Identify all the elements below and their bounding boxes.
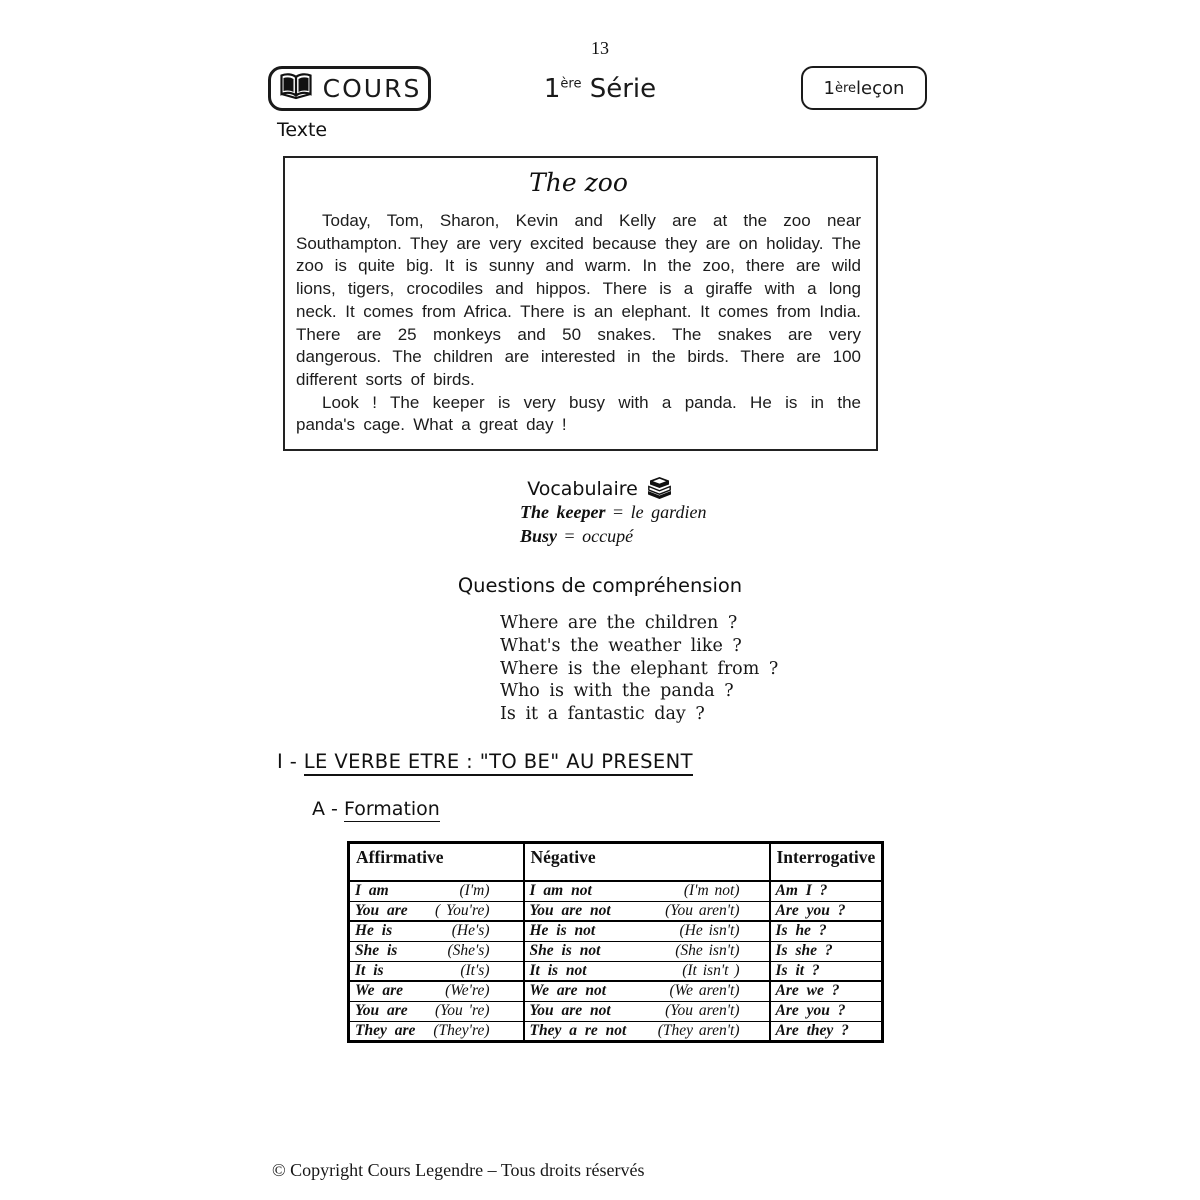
negative-contraction: (You aren't) [665, 1002, 740, 1019]
negative-contraction: (She isn't) [675, 942, 740, 959]
comprehension-questions [500, 612, 778, 726]
page-number: 13 [591, 38, 609, 58]
vocabulary-entries [520, 501, 706, 548]
series-label: Série [581, 74, 657, 104]
texte-label: Texte [277, 119, 328, 141]
table-row [349, 1001, 883, 1021]
interrogative-form: Is it ? [775, 961, 820, 979]
affirmative-form: We are [355, 982, 404, 1000]
affirmative-contraction: (It's) [460, 961, 490, 979]
vocabulary-heading [0, 476, 1200, 501]
series-title [0, 74, 1200, 104]
table-header-row [349, 843, 883, 882]
vocabulary-entry [520, 501, 706, 525]
affirmative-contraction: (You 're) [434, 1002, 490, 1019]
affirmative-form: He is [355, 922, 393, 940]
affirmative-form: I am [355, 882, 389, 900]
table-row [349, 921, 883, 941]
reading-text-box [283, 156, 878, 451]
affirmative-form: They are [355, 1021, 416, 1039]
negative-contraction: (You aren't) [665, 901, 740, 919]
interrogative-form: Are they ? [775, 1021, 849, 1039]
interrogative-form: Am I ? [775, 882, 828, 900]
vocab-term: The keeper [520, 502, 606, 522]
lesson-badge [801, 66, 927, 110]
formation-subheading [312, 798, 440, 820]
vocab-definition: occupé [582, 525, 634, 546]
affirmative-contraction: (I'm) [459, 882, 490, 900]
vocabulary-heading-label: Vocabulaire [527, 478, 638, 500]
series-number: 1 [543, 74, 561, 104]
affirmative-contraction: (They're) [433, 1021, 490, 1039]
negative-form: We are not [529, 982, 607, 1000]
affirmative-contraction: (He's) [451, 922, 490, 940]
negative-form: They a re not [529, 1021, 627, 1039]
reading-title: The zoo [529, 168, 628, 197]
section-numeral: I - [277, 750, 304, 773]
table-row [349, 941, 883, 961]
question-item: Where is the elephant from ? [500, 658, 779, 679]
series-ordinal-suffix: ère [560, 76, 582, 92]
table-row [349, 961, 883, 981]
negative-form: You are not [529, 901, 611, 919]
affirmative-contraction: (We're) [445, 982, 490, 1000]
interrogative-form: Are we ? [775, 982, 840, 1000]
interrogative-form: Is he ? [775, 922, 827, 940]
table-row [349, 901, 883, 921]
lesson-number: 1 [823, 77, 835, 99]
lesson-ordinal-suffix: ère [834, 80, 857, 96]
interrogative-form: Is she ? [775, 942, 833, 959]
interrogative-form: Are you ? [775, 901, 846, 919]
table-row [349, 981, 883, 1001]
question-item: Is it a fantastic day ? [500, 704, 705, 725]
reading-paragraph: Look ! The keeper is very busy with a panda. He is in the panda's cage. What a great day ! [296, 392, 861, 435]
grammar-section-heading [277, 750, 693, 773]
negative-contraction: (He isn't) [679, 922, 740, 940]
affirmative-form: You are [355, 1002, 408, 1019]
column-header-negative: Négative [524, 843, 770, 882]
question-item: Where are the children ? [500, 613, 738, 633]
books-icon [638, 478, 673, 500]
negative-contraction: (We aren't) [669, 982, 740, 1000]
negative-contraction: (I'm not) [683, 882, 740, 900]
negative-form: He is not [529, 922, 596, 940]
question-item: Who is with the panda ? [500, 681, 734, 702]
negative-form: It is not [529, 961, 587, 979]
affirmative-form: It is [355, 961, 384, 979]
negative-form: I am not [529, 882, 592, 900]
negative-contraction: (It isn't ) [682, 961, 740, 979]
reading-paragraph: Today, Tom, Sharon, Kevin and Kelly are at the zoo near Southampton. They are very excited because they are on holiday. The zoo is quite big. It is sunny and warm. In the zoo, there are wild lions, tigers, crocodiles and hippos. There is a giraffe with a long neck. It comes from Africa. There is an elephant. It comes from India. There are 25 monkeys and 50 snakes. The snakes are very dangerous. The children are interested in the birds. There are 100 different sorts of birds. [296, 211, 861, 389]
lesson-label: leçon [856, 77, 905, 99]
subsection-title: Formation [343, 798, 440, 820]
vocab-term: Busy [520, 525, 558, 546]
comprehension-heading: Questions de compréhension [457, 574, 743, 597]
table-row [349, 1021, 883, 1041]
affirmative-form: She is [355, 942, 398, 959]
subsection-letter: A - [312, 798, 344, 820]
negative-form: She is not [529, 942, 601, 959]
column-header-affirmative: Affirmative [349, 843, 524, 882]
table-row [349, 881, 883, 901]
interrogative-form: Are you ? [775, 1002, 846, 1019]
question-item: What's the weather like ? [500, 635, 742, 656]
vocab-equals: = [564, 525, 575, 546]
affirmative-form: You are [355, 901, 408, 919]
affirmative-contraction: ( You're) [434, 901, 490, 919]
affirmative-contraction: (She's) [447, 942, 490, 959]
copyright-footer: © Copyright Cours Legendre – Tous droits réservés [272, 1160, 645, 1180]
vocab-definition: le gardien [630, 502, 707, 522]
section-title: LE VERBE ETRE : "TO BE" AU PRESENT [304, 750, 693, 776]
cours-label: COURS [322, 74, 422, 103]
vocab-equals: = [612, 502, 624, 522]
to-be-conjugation-table [347, 841, 884, 1043]
negative-contraction: (They aren't) [657, 1021, 740, 1039]
column-header-interrogative: Interrogative [770, 843, 883, 882]
negative-form: You are not [529, 1002, 611, 1019]
vocabulary-entry [520, 525, 706, 549]
